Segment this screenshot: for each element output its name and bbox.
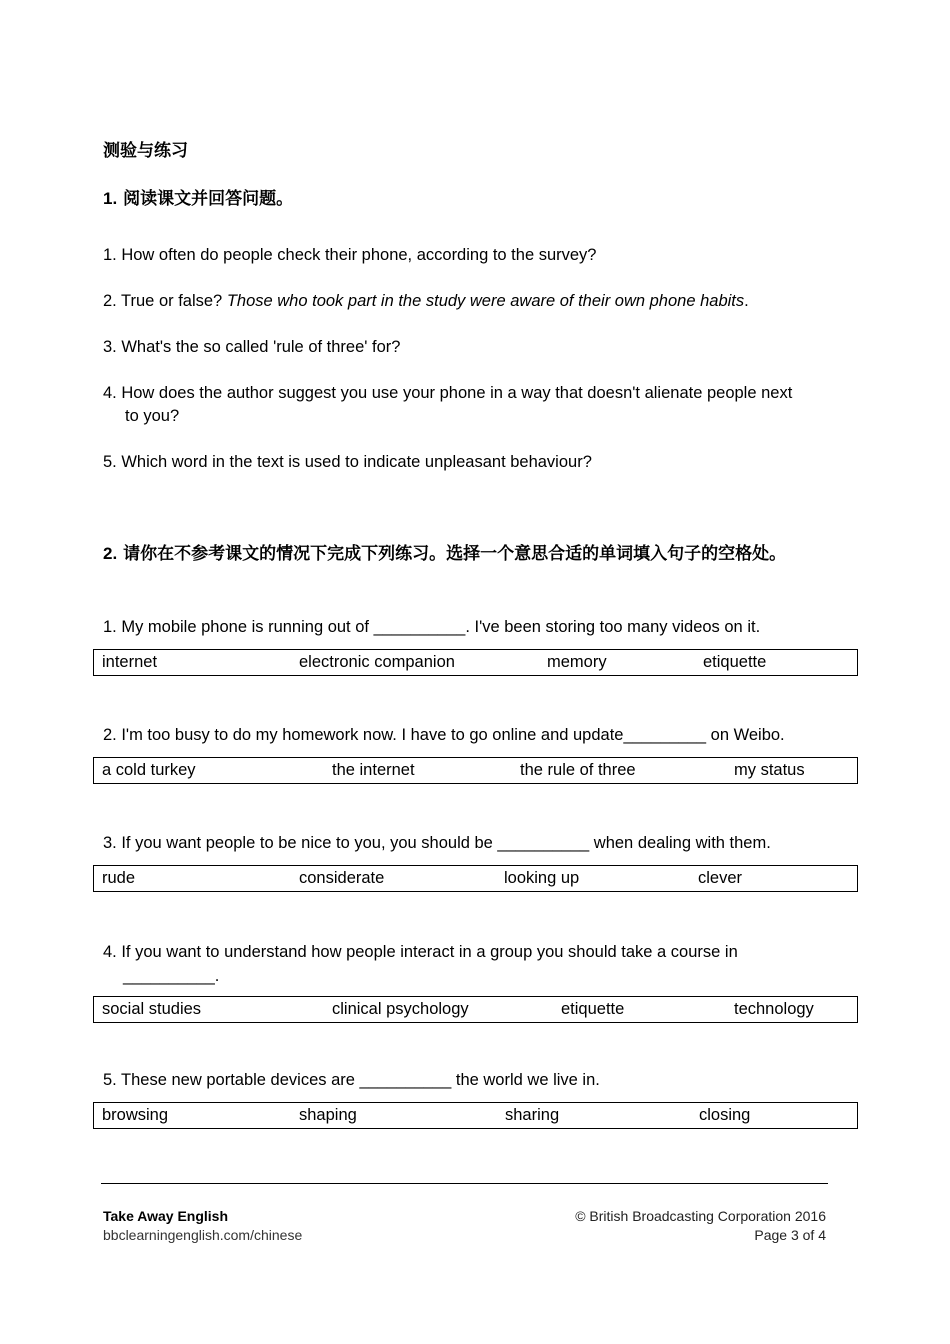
options-box-2 xyxy=(93,757,858,784)
question-2-statement: Those who took part in the study were aware of their own phone habits xyxy=(226,292,745,310)
footer-left xyxy=(103,1207,302,1245)
options-box-1 xyxy=(93,649,858,676)
question-2-suffix: . xyxy=(744,292,749,310)
option: social studies xyxy=(102,1000,202,1018)
option: internet xyxy=(102,653,158,671)
fill-in-sentence-1: 1. My mobile phone is running out of __________. I've been storing too many videos on it. xyxy=(103,618,761,636)
footer-brand: Take Away English xyxy=(103,1208,229,1224)
option: technology xyxy=(734,1000,814,1018)
option: considerate xyxy=(299,869,385,887)
footer-right xyxy=(575,1207,826,1245)
option: clever xyxy=(698,869,743,887)
option: etiquette xyxy=(703,653,767,671)
exercise-2-heading xyxy=(103,541,863,567)
exercise-1-number: 1. xyxy=(103,189,118,208)
option: rude xyxy=(102,869,136,887)
question-4-line-2: to you? xyxy=(125,407,180,425)
question-3: 3. What's the so called 'rule of three' for? xyxy=(103,338,401,356)
sentence-4-line-1: 4. If you want to understand how people interact in a group you should take a course in xyxy=(103,943,738,961)
options-box-4 xyxy=(93,996,858,1023)
fill-in-sentence-5: 5. These new portable devices are __________ the world we live in. xyxy=(103,1071,600,1089)
option: memory xyxy=(547,653,607,671)
question-2 xyxy=(103,290,749,313)
fill-in-sentence-3: 3. If you want people to be nice to you, you should be __________ when dealing with them. xyxy=(103,834,771,852)
footer-url[interactable]: bbclearningenglish.com/chinese xyxy=(103,1227,303,1243)
option: the rule of three xyxy=(520,761,636,779)
exercise-2-instruction: 请你在不参考课文的情况下完成下列练习。选择一个意思合适的单词填入句子的空格处。 xyxy=(123,544,787,564)
option: sharing xyxy=(505,1106,560,1124)
options-box-5 xyxy=(93,1102,858,1129)
page-number: Page 3 of 4 xyxy=(754,1227,826,1243)
exercise-2-number: 2. xyxy=(103,544,118,563)
sentence-4-line-2: __________. xyxy=(123,967,220,985)
option: the internet xyxy=(332,761,415,779)
question-4 xyxy=(103,382,863,428)
exercise-1-heading xyxy=(103,184,293,209)
footer-divider xyxy=(101,1183,828,1184)
question-5: 5. Which word in the text is used to indicate unpleasant behaviour? xyxy=(103,453,592,471)
option: electronic companion xyxy=(299,653,455,671)
option: etiquette xyxy=(561,1000,625,1018)
exercise-1-instruction: 阅读课文并回答问题。 xyxy=(123,189,294,209)
option: shaping xyxy=(299,1106,357,1124)
fill-in-sentence-2: 2. I'm too busy to do my homework now. I have to go online and update_________ on Weibo. xyxy=(103,726,785,744)
page-title: 测验与练习 xyxy=(103,141,188,161)
option: closing xyxy=(699,1106,751,1124)
option: browsing xyxy=(102,1106,169,1124)
question-2-prefix: 2. True or false? xyxy=(103,292,227,310)
footer-copyright: © British Broadcasting Corporation 2016 xyxy=(575,1208,826,1224)
fill-in-sentence-4 xyxy=(103,940,738,988)
option: a cold turkey xyxy=(102,761,196,779)
option: looking up xyxy=(504,869,580,887)
question-4-line-1: 4. How does the author suggest you use your phone in a way that doesn't alienate people next xyxy=(103,384,793,402)
options-box-3 xyxy=(93,865,858,892)
option: my status xyxy=(734,761,805,779)
question-1: 1. How often do people check their phone, according to the survey? xyxy=(103,246,597,264)
option: clinical psychology xyxy=(332,1000,469,1018)
